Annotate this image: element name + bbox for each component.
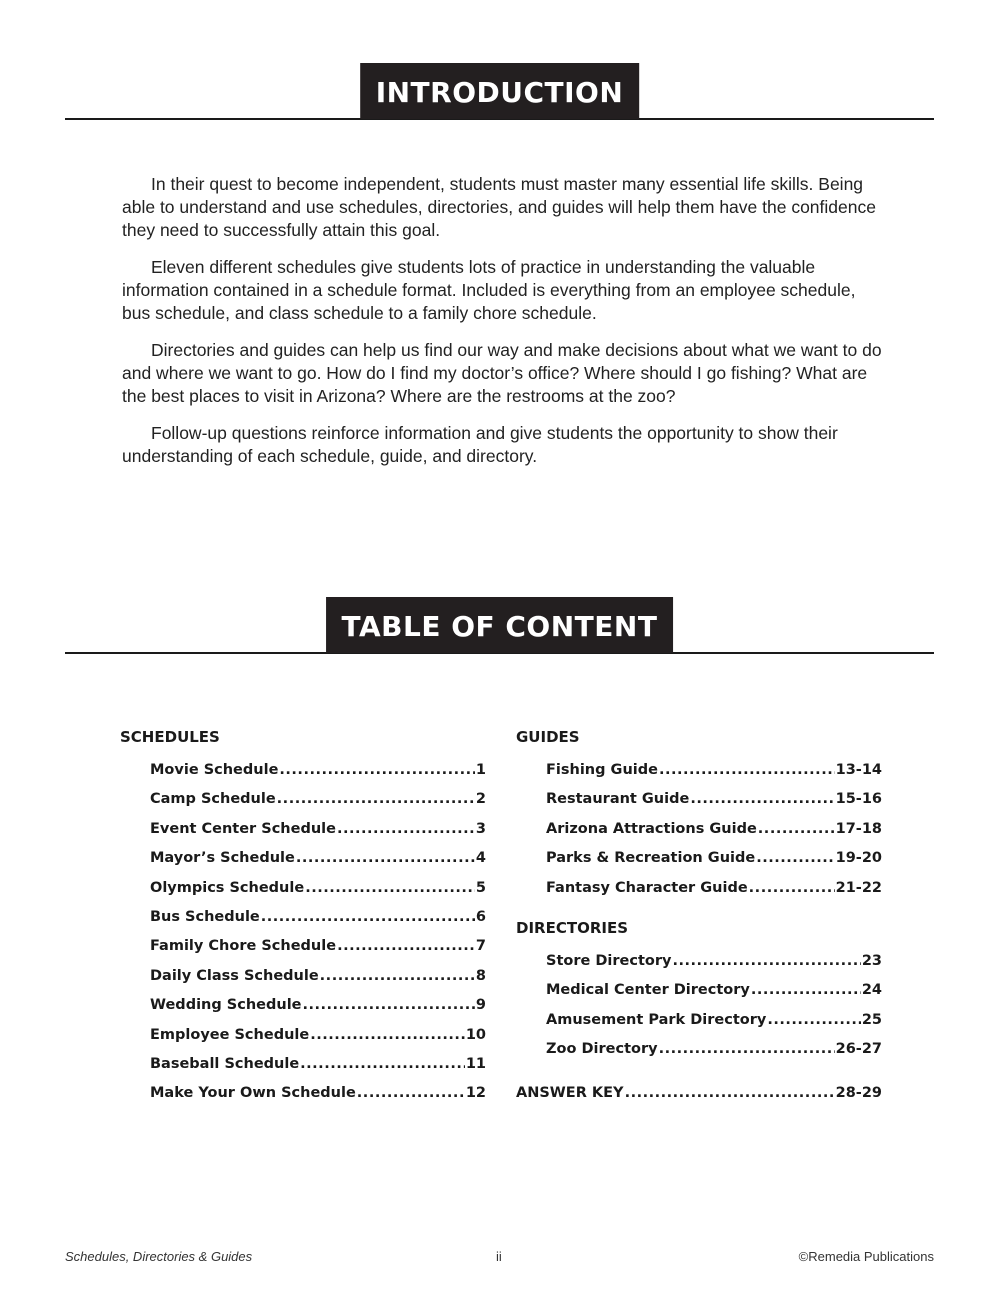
toc-entry-page: 15-16 (835, 791, 882, 808)
toc-entry-label: Mayor’s Schedule (150, 850, 295, 867)
directories-section (516, 917, 882, 1065)
toc-entry (120, 932, 486, 961)
toc-guides-column (516, 726, 882, 1108)
introduction-title: INTRODUCTION (360, 63, 640, 119)
toc-entry (516, 815, 882, 844)
intro-paragraph: In their quest to become independent, students must master many essential life skills. Being able to understand and use schedules, directories, and guides will help them have the confidence they need to successfully attain this goal. (122, 174, 876, 240)
dot-leader (749, 874, 835, 903)
toc-entry-label: Medical Center Directory (546, 982, 750, 999)
toc-entry-page: 19-20 (835, 850, 882, 867)
dot-leader (751, 976, 861, 1005)
dot-leader (310, 1021, 465, 1050)
toc-entry-label: Parks & Recreation Guide (546, 850, 756, 867)
footer-publisher: ©Remedia Publications (798, 1249, 934, 1264)
toc-entry (120, 756, 486, 785)
toc-entry (516, 1006, 882, 1035)
dot-leader (672, 947, 860, 976)
toc-entry-label: Zoo Directory (546, 1041, 658, 1058)
toc-entry-label: Restaurant Guide (546, 791, 690, 808)
toc-entry-label: Wedding Schedule (150, 997, 302, 1014)
toc-entry-page: 26-27 (835, 1041, 882, 1058)
dot-leader (690, 785, 834, 814)
dot-leader (756, 844, 834, 873)
toc-entry-label: Movie Schedule (150, 762, 279, 778)
directories-list (516, 947, 882, 1065)
toc-entry-label: Daily Class Schedule (150, 967, 319, 984)
toc-entry (516, 756, 882, 785)
dot-leader (277, 785, 475, 814)
toc-entry-label: Amusement Park Directory (546, 1011, 767, 1028)
toc-entry-page: 1 (475, 762, 486, 778)
toc-entry (516, 874, 882, 903)
toc-entry (120, 991, 486, 1020)
dot-leader (659, 756, 835, 785)
dot-leader (305, 874, 475, 903)
dot-leader (303, 991, 475, 1020)
toc-entry-page: 11 (465, 1055, 486, 1072)
toc-entry (120, 874, 486, 903)
directories-heading: DIRECTORIES (516, 918, 629, 937)
dot-leader (320, 962, 475, 991)
toc-entry-page: 4 (475, 850, 486, 867)
dot-leader (296, 844, 475, 873)
introduction-header (65, 60, 934, 120)
toc-entry-page: 25 (861, 1011, 882, 1028)
toc-entry-label: Camp Schedule (150, 791, 276, 808)
toc-entry (120, 1050, 486, 1079)
toc-entry-page: 21-22 (835, 879, 882, 896)
answer-key-entry (516, 1079, 882, 1108)
dot-leader (659, 1035, 835, 1064)
toc-entry-label: Olympics Schedule (150, 879, 305, 896)
intro-paragraph: Follow-up questions reinforce information and give students the opportunity to show their understanding of each schedule, guide, and directory. (122, 423, 838, 466)
dot-leader (625, 1079, 835, 1108)
table-of-content-title: TABLE OF CONTENT (326, 597, 674, 653)
dot-leader (758, 815, 835, 844)
answer-key-label: ANSWER KEY (516, 1084, 624, 1101)
toc-entry (516, 976, 882, 1005)
dot-leader (261, 903, 475, 932)
dot-leader (300, 1050, 465, 1079)
toc-entry-label: Event Center Schedule (150, 820, 336, 837)
toc-entry-page: 3 (475, 820, 486, 837)
guides-section (516, 726, 882, 903)
toc-entry (120, 903, 486, 932)
toc-entry-page: 10 (465, 1026, 486, 1043)
guides-heading: GUIDES (516, 728, 580, 746)
toc-entry-page: 24 (861, 982, 882, 999)
toc-entry (120, 844, 486, 873)
toc-entry-page: 17-18 (835, 820, 882, 837)
toc-entry (120, 1079, 486, 1108)
toc-entry (120, 815, 486, 844)
toc-entry-label: Make Your Own Schedule (150, 1085, 356, 1102)
toc-entry-page: 7 (475, 938, 486, 955)
dot-leader (337, 932, 475, 961)
toc-entry-label: Bus Schedule (150, 908, 260, 925)
dot-leader (767, 1006, 861, 1035)
intro-paragraph: Directories and guides can help us find our way and make decisions about what we want to do and where we want to go. How do I find my doctor’s office? Where should I go fishing? What are the best places to visit in Arizona? Where are the restrooms at the zoo? (122, 340, 882, 406)
toc-entry (516, 947, 882, 976)
toc-entry-page: 5 (475, 879, 486, 896)
toc-entry-page: 2 (475, 791, 486, 808)
dot-leader (357, 1079, 465, 1108)
introduction-body (122, 173, 882, 482)
toc-entry (516, 785, 882, 814)
toc-entry-page: 6 (475, 908, 486, 925)
toc-entry-label: Family Chore Schedule (150, 938, 337, 955)
dot-leader (279, 756, 475, 785)
toc-entry (120, 1021, 486, 1050)
dot-leader (337, 815, 475, 844)
toc-entry-label: Store Directory (546, 952, 672, 969)
toc-entry-label: Employee Schedule (150, 1026, 310, 1043)
toc-entry-page: 13-14 (835, 762, 882, 778)
toc-entry (120, 962, 486, 991)
guides-list (516, 756, 882, 903)
toc-entry-page: 8 (475, 967, 486, 984)
footer-book-title: Schedules, Directories & Guides (65, 1249, 253, 1264)
toc-entry (516, 1035, 882, 1064)
toc-entry-label: Baseball Schedule (150, 1055, 300, 1072)
toc-entry-label: Fantasy Character Guide (546, 879, 748, 896)
toc-entry-page: 12 (465, 1085, 486, 1102)
toc-entry (120, 785, 486, 814)
toc-entry-page: 23 (861, 952, 882, 969)
schedules-heading: SCHEDULES (120, 728, 220, 746)
toc-schedules-column (120, 726, 486, 1109)
table-of-content-header (65, 594, 934, 654)
toc-entry-label: Arizona Attractions Guide (546, 820, 757, 837)
toc-entry (516, 844, 882, 873)
intro-paragraph: Eleven different schedules give students lots of practice in understanding the valuable information contained in a schedule format. Included is everything from an employee schedule, bus schedule, and class schedule to a family chore schedule. (122, 257, 856, 323)
toc-entry-label: Fishing Guide (546, 762, 658, 778)
answer-key-page: 28-29 (835, 1084, 882, 1101)
footer-page-number: ii (496, 1249, 502, 1264)
toc-entry-page: 9 (475, 997, 486, 1014)
schedules-list (120, 756, 486, 1109)
